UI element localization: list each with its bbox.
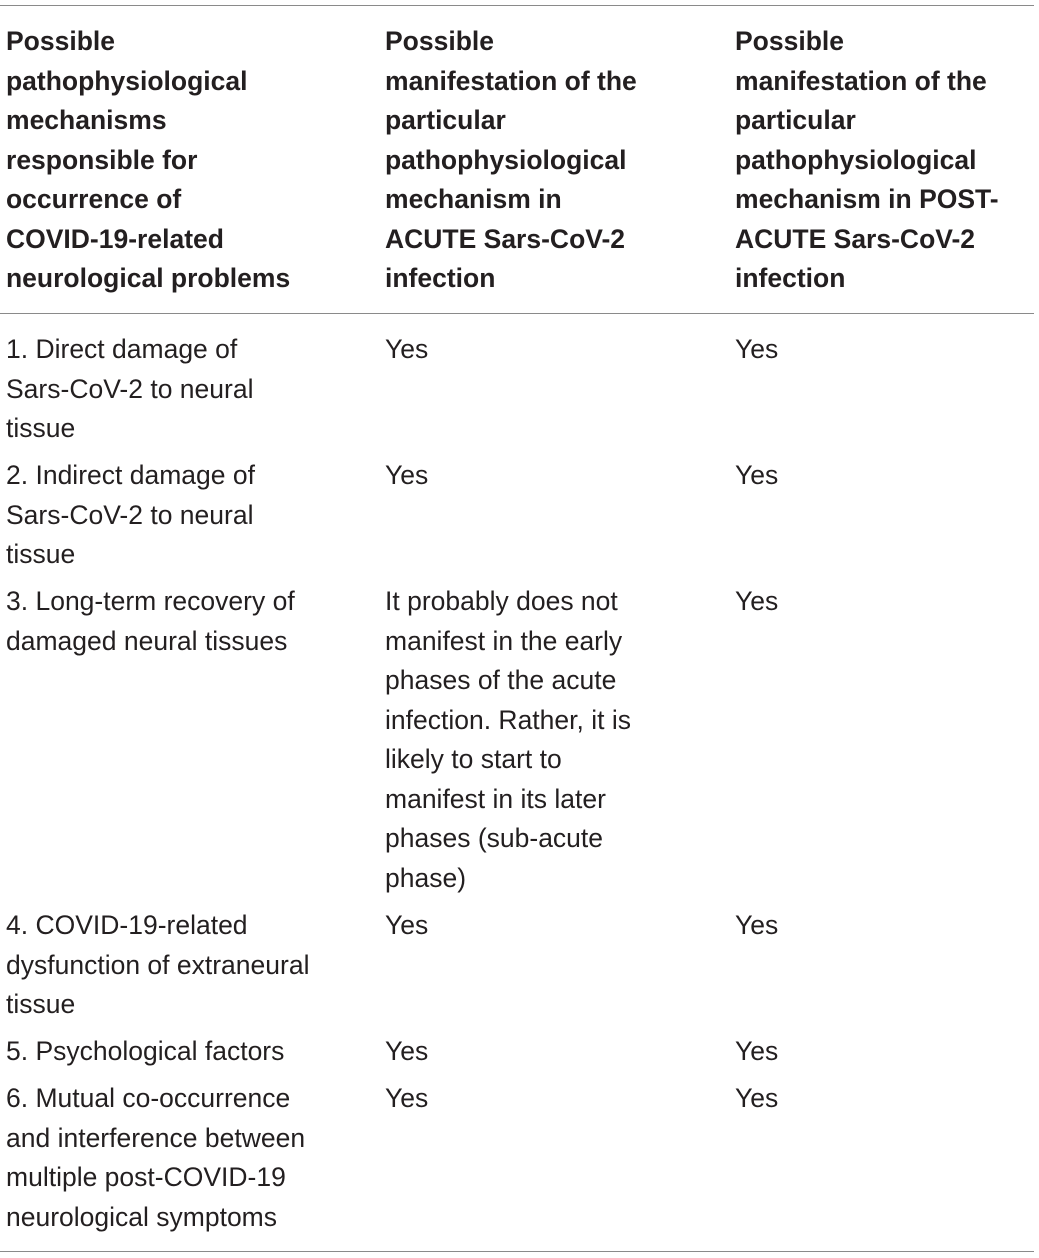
table-top-rule bbox=[0, 5, 1034, 6]
row-3-post-acute: Yes bbox=[735, 586, 779, 616]
header-post-acute-manifestation: Possible manifestation of the particular pathophysiological mechanism in POST- ACUTE Sars-CoV-2 infection bbox=[735, 26, 999, 293]
row-4-acute: Yes bbox=[385, 910, 429, 940]
row-2-mechanism: 2. Indirect damage of Sars-CoV-2 to neural tissue bbox=[6, 460, 255, 569]
row-3-mechanism: 3. Long-term recovery of damaged neural tissues bbox=[6, 586, 295, 656]
row-6-post-acute: Yes bbox=[735, 1083, 779, 1113]
header-acute-manifestation: Possible manifestation of the particular pathophysiological mechanism in ACUTE Sars-CoV-2 infection bbox=[385, 26, 637, 293]
row-5-mechanism: 5. Psychological factors bbox=[6, 1036, 285, 1066]
row-2-acute: Yes bbox=[385, 460, 429, 490]
row-1-acute: Yes bbox=[385, 334, 429, 364]
table-bottom-rule bbox=[0, 1251, 1034, 1252]
row-4-mechanism: 4. COVID-19-related dysfunction of extraneural tissue bbox=[6, 910, 310, 1019]
row-6-mechanism: 6. Mutual co-occurrence and interference between multiple post-COVID-19 neurological symptoms bbox=[6, 1083, 306, 1232]
row-3-acute: It probably does not manifest in the early phases of the acute infection. Rather, it is likely to start to manifest in its later phases (sub-acute phase) bbox=[385, 586, 631, 893]
row-5-acute: Yes bbox=[385, 1036, 429, 1066]
row-1-mechanism: 1. Direct damage of Sars-CoV-2 to neural tissue bbox=[6, 334, 254, 443]
row-2-post-acute: Yes bbox=[735, 460, 779, 490]
header-mechanisms: Possible pathophysiological mechanisms responsible for occurrence of COVID-19-related neurological problems bbox=[6, 26, 291, 293]
row-1-post-acute: Yes bbox=[735, 334, 779, 364]
row-6-acute: Yes bbox=[385, 1083, 429, 1113]
row-4-post-acute: Yes bbox=[735, 910, 779, 940]
row-5-post-acute: Yes bbox=[735, 1036, 779, 1066]
header-separator-rule bbox=[0, 313, 1034, 314]
